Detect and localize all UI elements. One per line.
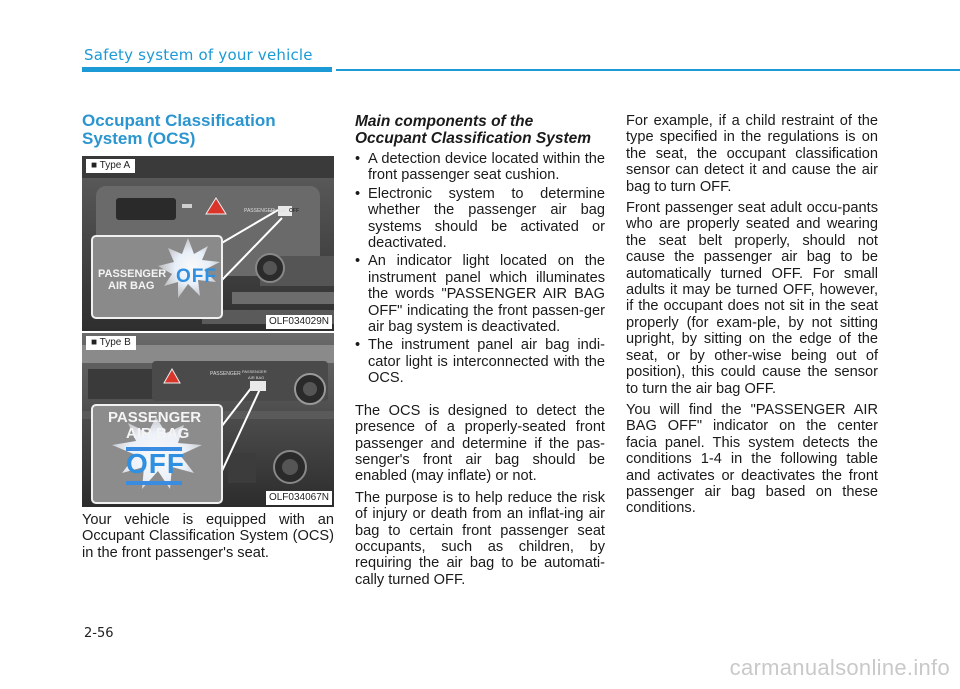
list-item: • The instrument panel air bag indi-cator light is interconnected with the OCS. bbox=[355, 337, 605, 386]
inset-airbag-text: AIR BAG bbox=[108, 280, 155, 292]
type-a-label: ■ Type A bbox=[86, 159, 135, 173]
header-rule-thick bbox=[82, 67, 332, 72]
list-item: • A detection device located within the front passenger seat cushion. bbox=[355, 151, 605, 184]
inset-off-text: OFF bbox=[176, 266, 217, 287]
panel-label-passenger-b2: PASSENGER bbox=[242, 369, 267, 374]
inset-airbag-text-b: AIR BAG bbox=[126, 425, 190, 442]
figure-type-b bbox=[82, 333, 334, 507]
figure-code: OLF034067N bbox=[266, 491, 332, 505]
figure-code: OLF034029N bbox=[266, 315, 332, 329]
page-number: 2-56 bbox=[84, 626, 114, 641]
panel-label-passenger: PASSENGER bbox=[244, 208, 275, 214]
intro-paragraph: Your vehicle is equipped with an Occupant Classification System (OCS) in the front passenger's seat. bbox=[82, 512, 334, 561]
type-b-label: ■ Type B bbox=[86, 336, 136, 350]
inset-off-text-b: OFF bbox=[126, 448, 185, 479]
figure-type-a-illustration bbox=[82, 156, 334, 331]
inset-passenger-text-b: PASSENGER bbox=[108, 409, 202, 426]
figure-type-a bbox=[82, 156, 334, 331]
ocs-purpose-paragraph: The OCS is designed to detect the presence of a properly-seated front passenger and determine if the pas-senger's front air bag should be enabled (may inflate) or not. bbox=[355, 402, 605, 485]
components-title: Main components of the Occupant Classification System bbox=[355, 113, 592, 147]
header-rule-thin bbox=[336, 69, 960, 71]
example-paragraph: For example, if a child restraint of the type specified in the regulations is on the seat, the occupant classification sensor can detect it and cause the air bag to turn OFF. bbox=[626, 113, 878, 195]
inset-passenger-text: PASSENGER bbox=[98, 268, 167, 280]
panel-label-airbag: AIR BAG bbox=[270, 208, 287, 213]
panel-off-indicator: OFF bbox=[289, 208, 299, 214]
adult-occupant-paragraph: Front passenger seat adult occu-pants who are properly seated and wearing the seat belt properly, should not cause the passenger air bag to be automatically turned OFF. For small adults it may be turned OFF, however, if the occupant does not sit in the seat properly (for exam-ple, by not sitting upright, by sitting on the edge of the seat, or by other-wise being out of position), this could cause the sensor to turn the air bag OFF. bbox=[626, 200, 878, 397]
indicator-location-paragraph: You will find the "PASSENGER AIR BAG OFF" indicator on the center facia panel. This system detects the conditions 1-4 in the following table and activates or deactivates the front passenger air bag based on these conditions. bbox=[626, 401, 878, 517]
panel-label-airbag-b: AIR BAG bbox=[248, 375, 265, 380]
list-item: • Electronic system to determine whether the passenger air bag systems should be activated or deactivated. bbox=[355, 186, 605, 252]
watermark: carmanualsonline.info bbox=[729, 655, 950, 680]
components-list bbox=[355, 151, 605, 387]
panel-label-passenger-b1: PASSENGER bbox=[210, 371, 241, 377]
section-title: Occupant Classification System (OCS) bbox=[82, 111, 276, 148]
list-item: • An indicator light located on the instrument panel which illuminates the words "PASSENGER AIR BAG OFF" indicating the front passen-ger air bag system is deactivated. bbox=[355, 253, 605, 335]
header-title: Safety system of your vehicle bbox=[84, 46, 313, 64]
ocs-risk-paragraph: The purpose is to help reduce the risk of injury or death from an inflat-ing air bag to certain front passenger seat occupants, such as children, by requiring the air bag to be automati-cally turned OFF. bbox=[355, 489, 605, 588]
